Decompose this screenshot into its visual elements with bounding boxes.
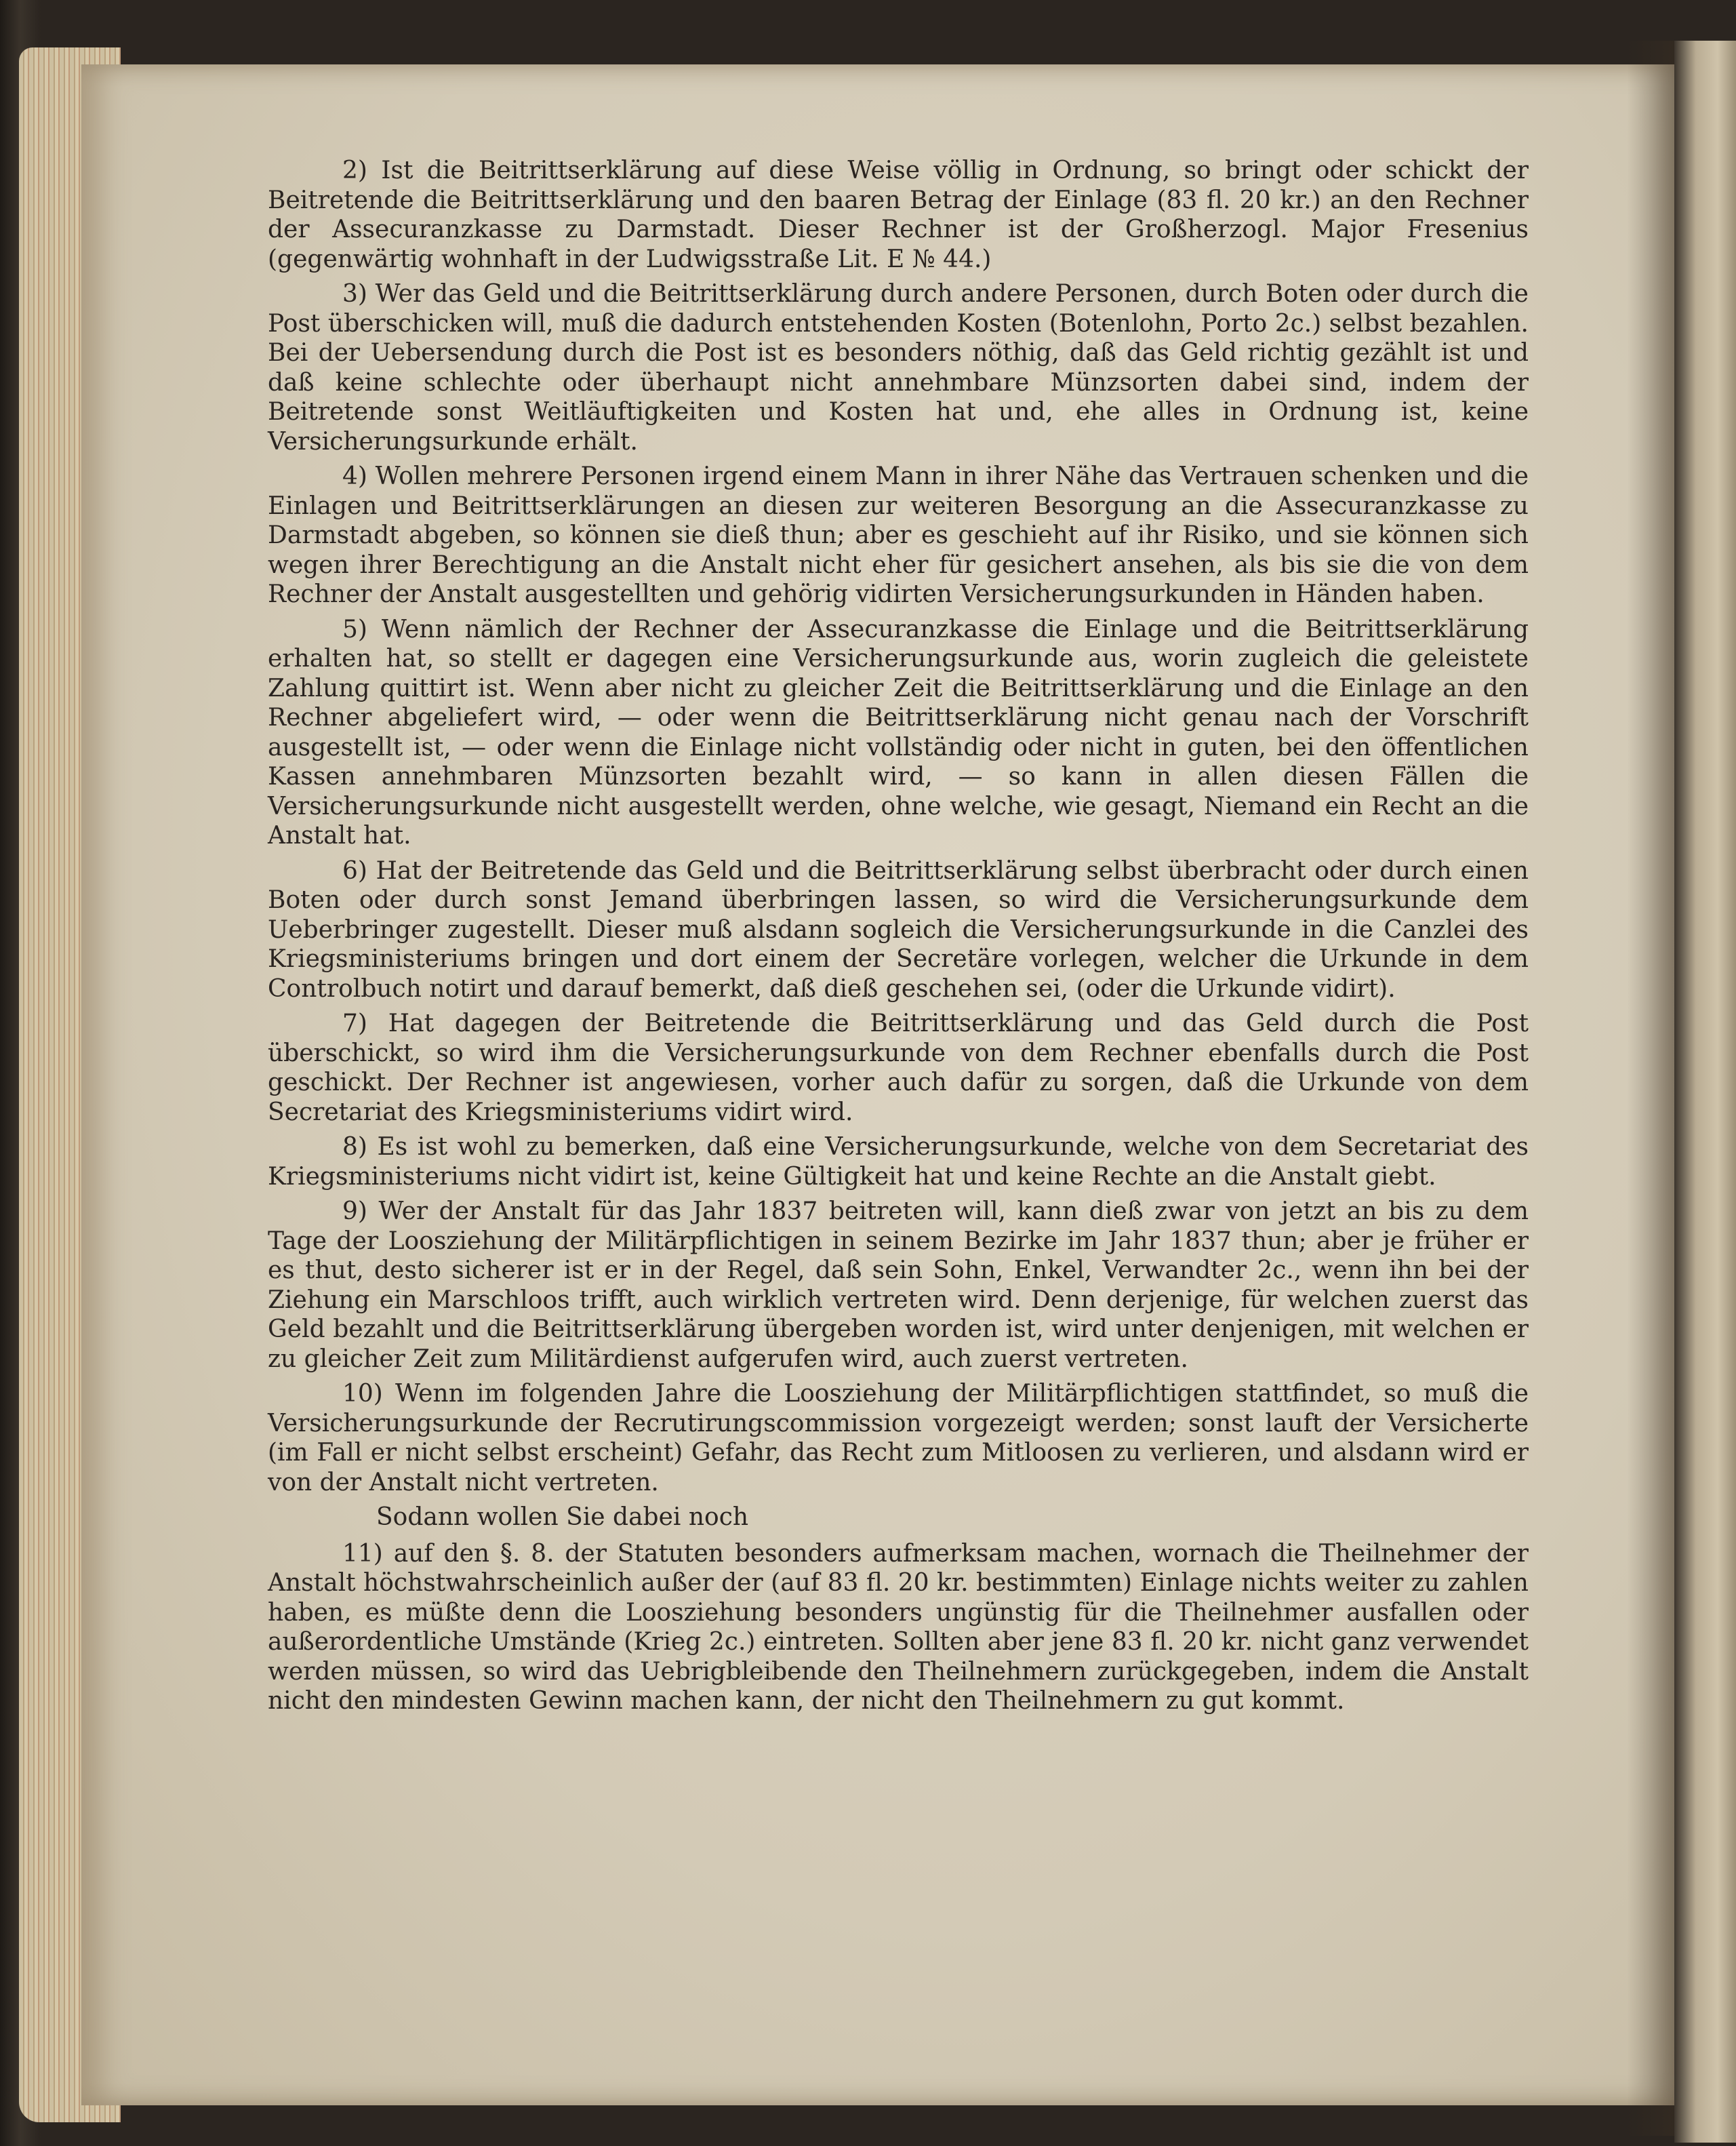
paragraph-8: 8) Es ist wohl zu bemerken, daß eine Versicherungsurkunde, welche von dem Secretariat des Kriegsministeriums nicht vidirt ist, keine Gültigkeit hat und keine Rechte an die Anstalt giebt. xyxy=(268,1133,1529,1191)
paragraph-4: 4) Wollen mehrere Personen irgend einem Mann in ihrer Nähe das Vertrauen schenken und die Einlagen und Beitrittserklärungen an diesen zur weiteren Besorgung an die Assecuranzkasse zu Darmstadt abgeben, so können sie dieß thun; aber es geschieht auf ihr Risiko, und sie können sich wegen ihrer Berechtigung an die Anstalt nicht eher für gesichert ansehen, als bis sie die von dem Rechner der Anstalt ausgestellten und gehörig vidirten Versicherungsurkunden in Händen haben. xyxy=(268,462,1529,608)
paragraph-11: 11) auf den §. 8. der Statuten besonders aufmerksam machen, wornach die Theilnehmer der Anstalt höchstwahrscheinlich außer der (auf 83 fl. 20 kr. bestimmten) Einlage nichts weiter zu zahlen haben, es müßte denn die Loosziehung besonders ungünstig für die Theilnehmer ausfallen oder außerordentliche Umstände (Krieg 2c.) eintreten. Sollten aber jene 83 fl. 20 kr. nicht ganz verwendet werden müssen, so wird das Uebrigbleibende den Theilnehmern zurückgegeben, indem die Anstalt nicht den mindesten Gewinn machen kann, der nicht den Theilnehmern zu gut kommt. xyxy=(268,1539,1529,1715)
paragraph-7: 7) Hat dagegen der Beitretende die Beitrittserklärung und das Geld durch die Post überschickt, so wird ihm die Versicherungsurkunde von dem Rechner ebenfalls durch die Post geschickt. Der Rechner ist angewiesen, vorher auch dafür zu sorgen, daß die Urkunde von dem Secretariat des Kriegsministeriums vidirt wird. xyxy=(268,1010,1529,1126)
page-text xyxy=(268,156,1529,1722)
paragraph-10: 10) Wenn im folgenden Jahre die Loosziehung der Militärpflichtigen stattfindet, so muß die Versicherungsurkunde der Recrutirungscommission vorgezeigt werden; sonst lauft der Versicherte (im Fall er nicht selbst erscheint) Gefahr, das Recht zum Mitloosen zu verlieren, und alsdann wird er von der Anstalt nicht vertreten. xyxy=(268,1380,1529,1496)
paragraph-9: 9) Wer der Anstalt für das Jahr 1837 beitreten will, kann dieß zwar von jetzt an bis zu dem Tage der Loosziehung der Militärpflichtigen in seinem Bezirke im Jahr 1837 thun; aber je früher er es thut, desto sicherer ist er in der Regel, daß sein Sohn, Enkel, Verwandter 2c., wenn ihn bei der Ziehung ein Marschloos trifft, auch wirklich vertreten wird. Denn derjenige, für welchen zuerst das Geld bezahlt und die Beitrittserklärung übergeben worden ist, wird unter denjenigen, mit welchen er zu gleicher Zeit zum Militärdienst aufgerufen wird, auch zuerst vertreten. xyxy=(268,1197,1529,1373)
lead-in-line: Sodann wollen Sie dabei noch xyxy=(376,1503,749,1531)
paragraph-5: 5) Wenn nämlich der Rechner der Assecuranzkasse die Einlage und die Beitrittserklärung erhalten hat, so stellt er dagegen eine Versicherungsurkunde aus, worin zugleich die geleistete Zahlung quittirt ist. Wenn aber nicht zu gleicher Zeit die Beitrittserklärung und die Einlage an den Rechner abgeliefert wird, — oder wenn die Beitrittserklärung nicht genau nach der Vorschrift ausgestellt ist, — oder wenn die Einlage nicht vollständig oder nicht in guten, bei den öffentlichen Kassen annehmbaren Münzsorten bezahlt wird, — so kann in allen diesen Fällen die Versicherungsurkunde nicht ausgestellt werden, ohne welche, wie gesagt, Niemand ein Recht an die Anstalt hat. xyxy=(268,615,1529,850)
paragraph-6: 6) Hat der Beitretende das Geld und die Beitrittserklärung selbst überbracht oder durch einen Boten oder durch sonst Jemand überbringen lassen, so wird die Versicherungsurkunde dem Ueberbringer zugestellt. Dieser muß alsdann sogleich die Versicherungsurkunde in die Canzlei des Kriegsministeriums bringen und dort einem der Secretäre vorlegen, welcher die Urkunde in dem Controlbuch notirt und darauf bemerkt, daß dieß geschehen sei, (oder die Urkunde vidirt). xyxy=(268,856,1529,1003)
facing-page-edge xyxy=(1674,41,1736,2143)
paragraph-2: 2) Ist die Beitrittserklärung auf diese Weise völlig in Ordnung, so bringt oder schickt der Beitretende die Beitrittserklärung und den baaren Betrag der Einlage (83 fl. 20 kr.) an den Rechner der Assecuranzkasse zu Darmstadt. Dieser Rechner ist der Großherzogl. Major Fresenius (gegenwärtig wohnhaft in der Ludwigsstraße Lit. E № 44.) xyxy=(268,157,1529,273)
paragraph-3: 3) Wer das Geld und die Beitrittserklärung durch andere Personen, durch Boten oder durch die Post überschicken will, muß die dadurch entstehenden Kosten (Botenlohn, Porto 2c.) selbst bezahlen. Bei der Uebersendung durch die Post ist es besonders nöthig, daß das Geld richtig gezählt ist und daß keine schlechte oder überhaupt nicht annehmbare Münzsorten dabei sind, indem der Beitretende sonst Weitläuftigkeiten und Kosten hat und, ehe alles in Ordnung ist, keine Versicherungsurkunde erhält. xyxy=(268,280,1529,456)
